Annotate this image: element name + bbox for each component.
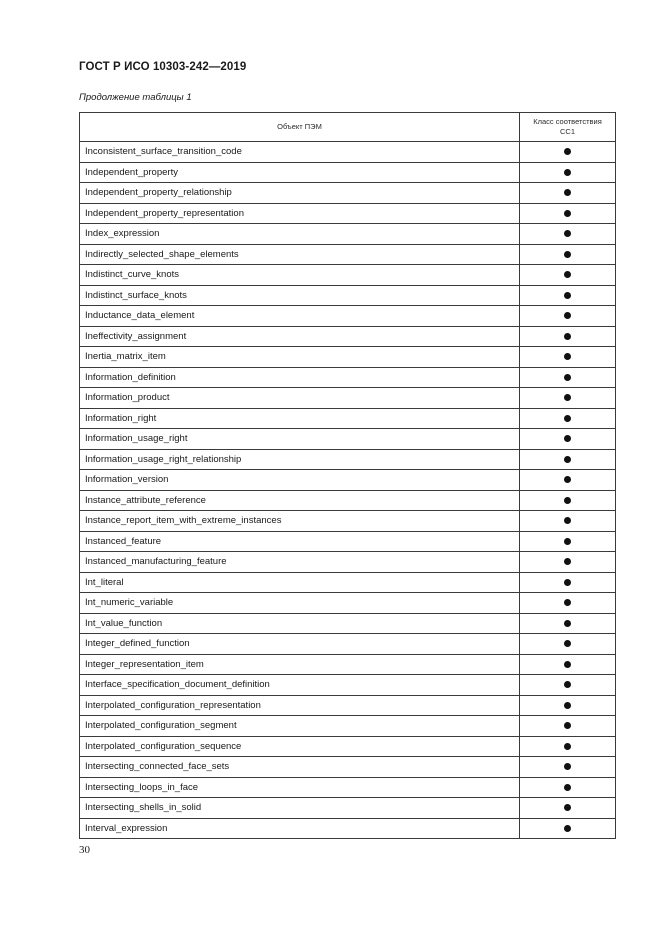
entity-name-cell: Instance_report_item_with_extreme_instances [80, 511, 520, 532]
table-row [80, 224, 616, 245]
page-number: 30 [79, 844, 90, 856]
table-row [80, 613, 616, 634]
table-row [80, 593, 616, 614]
filled-circle-icon [564, 169, 571, 176]
filled-circle-icon [564, 538, 571, 545]
table-row [80, 552, 616, 573]
filled-circle-icon [564, 476, 571, 483]
entity-name-cell: Interpolated_configuration_representation [80, 695, 520, 716]
entity-name-cell: Information_usage_right [80, 429, 520, 450]
entity-name-cell: Information_version [80, 470, 520, 491]
filled-circle-icon [564, 517, 571, 524]
cc1-conformance-cell [520, 224, 616, 245]
table-row [80, 470, 616, 491]
table-row [80, 531, 616, 552]
filled-circle-icon [564, 702, 571, 709]
table-row [80, 388, 616, 409]
table-row [80, 736, 616, 757]
cc1-conformance-cell [520, 511, 616, 532]
table-row [80, 716, 616, 737]
entity-name-cell: Information_product [80, 388, 520, 409]
entity-name-cell: Intersecting_loops_in_face [80, 777, 520, 798]
cc1-conformance-cell [520, 572, 616, 593]
table-row [80, 183, 616, 204]
cc1-conformance-cell [520, 470, 616, 491]
entity-name-cell: Information_definition [80, 367, 520, 388]
table-row [80, 818, 616, 839]
table-row [80, 408, 616, 429]
filled-circle-icon [564, 640, 571, 647]
column-header-entity: Объект ПЭМ [80, 113, 520, 142]
filled-circle-icon [564, 333, 571, 340]
cc1-conformance-cell [520, 675, 616, 696]
entity-name-cell: Interval_expression [80, 818, 520, 839]
entity-name-cell: Index_expression [80, 224, 520, 245]
cc1-conformance-cell [520, 388, 616, 409]
entity-name-cell: Interface_specification_document_definition [80, 675, 520, 696]
entity-name-cell: Inconsistent_surface_transition_code [80, 142, 520, 163]
entity-name-cell: Independent_property [80, 162, 520, 183]
table-row [80, 347, 616, 368]
entity-name-cell: Instanced_manufacturing_feature [80, 552, 520, 573]
entity-name-cell: Indistinct_surface_knots [80, 285, 520, 306]
table-caption: Продолжение таблицы 1 [79, 92, 192, 103]
entity-name-cell: Information_right [80, 408, 520, 429]
cc1-conformance-cell [520, 716, 616, 737]
filled-circle-icon [564, 394, 571, 401]
document-header: ГОСТ Р ИСО 10303-242—2019 [79, 61, 247, 73]
table-row [80, 285, 616, 306]
table-header [80, 113, 616, 142]
cc1-conformance-cell [520, 162, 616, 183]
cc1-conformance-cell [520, 818, 616, 839]
entity-name-cell: Integer_defined_function [80, 634, 520, 655]
entity-name-cell: Information_usage_right_relationship [80, 449, 520, 470]
cc1-conformance-cell [520, 285, 616, 306]
table-row [80, 490, 616, 511]
cc1-conformance-cell [520, 613, 616, 634]
filled-circle-icon [564, 271, 571, 278]
table-body [80, 142, 616, 839]
table-row [80, 326, 616, 347]
cc1-conformance-cell [520, 634, 616, 655]
entity-name-cell: Ineffectivity_assignment [80, 326, 520, 347]
cc1-conformance-cell [520, 408, 616, 429]
column-header-class-label: Класс соответствия [533, 117, 602, 126]
table-row [80, 367, 616, 388]
filled-circle-icon [564, 558, 571, 565]
entity-name-cell: Int_literal [80, 572, 520, 593]
cc1-conformance-cell [520, 326, 616, 347]
filled-circle-icon [564, 784, 571, 791]
table-row [80, 654, 616, 675]
filled-circle-icon [564, 415, 571, 422]
table-row [80, 203, 616, 224]
entity-name-cell: Intersecting_connected_face_sets [80, 757, 520, 778]
cc1-conformance-cell [520, 654, 616, 675]
table-row [80, 572, 616, 593]
table-row [80, 162, 616, 183]
filled-circle-icon [564, 804, 571, 811]
filled-circle-icon [564, 435, 571, 442]
filled-circle-icon [564, 148, 571, 155]
entity-name-cell: Indistinct_curve_knots [80, 265, 520, 286]
cc1-conformance-cell [520, 203, 616, 224]
table-row [80, 798, 616, 819]
filled-circle-icon [564, 763, 571, 770]
conformance-table [79, 112, 616, 839]
cc1-conformance-cell [520, 593, 616, 614]
table-row [80, 265, 616, 286]
table-row [80, 511, 616, 532]
filled-circle-icon [564, 251, 571, 258]
table-row [80, 306, 616, 327]
entity-name-cell: Inductance_data_element [80, 306, 520, 327]
cc1-conformance-cell [520, 695, 616, 716]
filled-circle-icon [564, 189, 571, 196]
entity-name-cell: Intersecting_shells_in_solid [80, 798, 520, 819]
cc1-conformance-cell [520, 347, 616, 368]
cc1-conformance-cell [520, 265, 616, 286]
entity-name-cell: Interpolated_configuration_sequence [80, 736, 520, 757]
entity-name-cell: Instance_attribute_reference [80, 490, 520, 511]
cc1-conformance-cell [520, 736, 616, 757]
filled-circle-icon [564, 599, 571, 606]
table-row [80, 429, 616, 450]
filled-circle-icon [564, 743, 571, 750]
filled-circle-icon [564, 497, 571, 504]
cc1-conformance-cell [520, 449, 616, 470]
entity-name-cell: Independent_property_representation [80, 203, 520, 224]
filled-circle-icon [564, 661, 571, 668]
filled-circle-icon [564, 722, 571, 729]
entity-name-cell: Inertia_matrix_item [80, 347, 520, 368]
cc1-conformance-cell [520, 306, 616, 327]
filled-circle-icon [564, 292, 571, 299]
filled-circle-icon [564, 620, 571, 627]
column-header-class-code: CC1 [559, 127, 575, 136]
table-row [80, 244, 616, 265]
filled-circle-icon [564, 456, 571, 463]
cc1-conformance-cell [520, 490, 616, 511]
column-header-conformance-class [520, 113, 616, 142]
cc1-conformance-cell [520, 183, 616, 204]
entity-name-cell: Interpolated_configuration_segment [80, 716, 520, 737]
filled-circle-icon [564, 353, 571, 360]
filled-circle-icon [564, 681, 571, 688]
entity-name-cell: Int_value_function [80, 613, 520, 634]
entity-name-cell: Indirectly_selected_shape_elements [80, 244, 520, 265]
table-row [80, 449, 616, 470]
table-row [80, 675, 616, 696]
cc1-conformance-cell [520, 777, 616, 798]
entity-name-cell: Instanced_feature [80, 531, 520, 552]
entity-name-cell: Independent_property_relationship [80, 183, 520, 204]
table-row [80, 777, 616, 798]
cc1-conformance-cell [520, 429, 616, 450]
filled-circle-icon [564, 825, 571, 832]
filled-circle-icon [564, 579, 571, 586]
entity-name-cell: Integer_representation_item [80, 654, 520, 675]
header-row [80, 113, 616, 142]
filled-circle-icon [564, 210, 571, 217]
filled-circle-icon [564, 230, 571, 237]
filled-circle-icon [564, 312, 571, 319]
cc1-conformance-cell [520, 367, 616, 388]
table-row [80, 757, 616, 778]
cc1-conformance-cell [520, 798, 616, 819]
cc1-conformance-cell [520, 552, 616, 573]
table-row [80, 695, 616, 716]
table-row [80, 142, 616, 163]
entity-name-cell: Int_numeric_variable [80, 593, 520, 614]
filled-circle-icon [564, 374, 571, 381]
cc1-conformance-cell [520, 142, 616, 163]
table-row [80, 634, 616, 655]
cc1-conformance-cell [520, 244, 616, 265]
cc1-conformance-cell [520, 757, 616, 778]
cc1-conformance-cell [520, 531, 616, 552]
